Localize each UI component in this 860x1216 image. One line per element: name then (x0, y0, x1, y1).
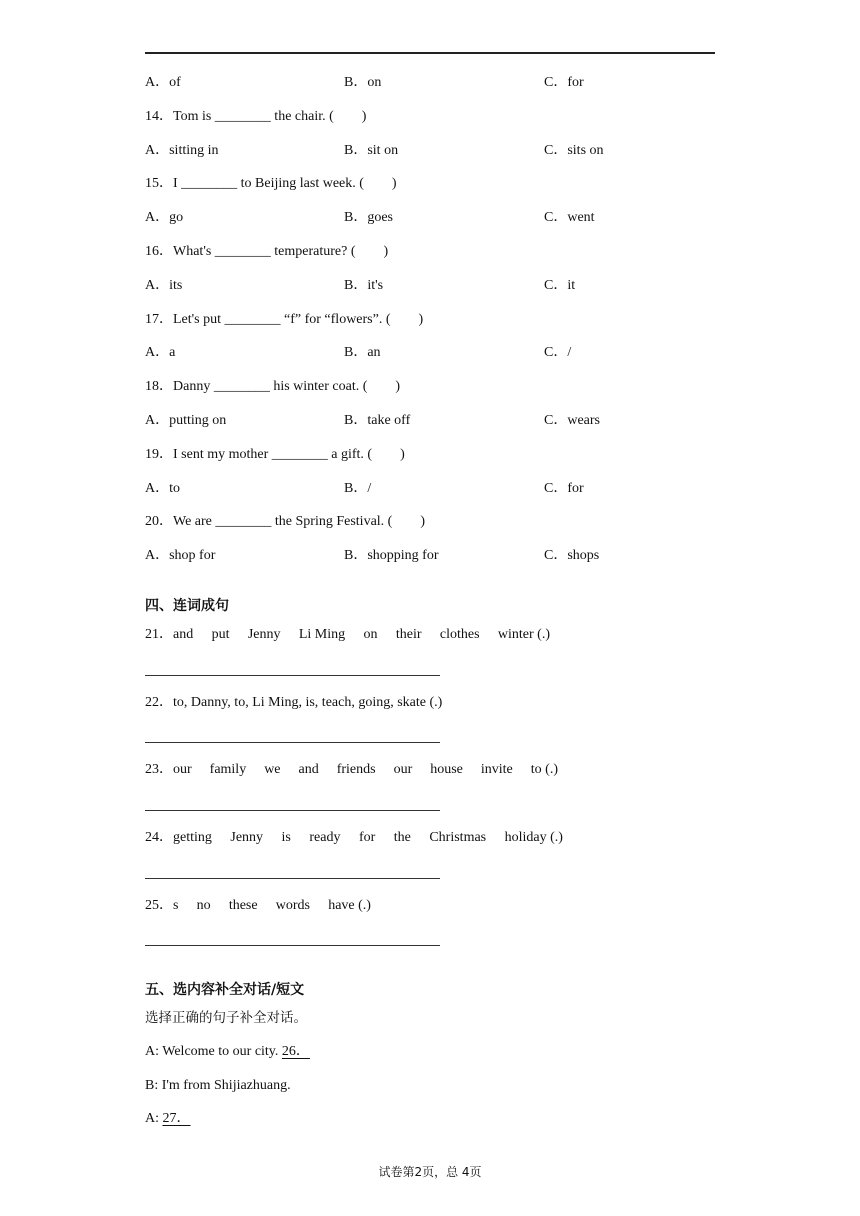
section4-title: 四、连词成句 (145, 598, 229, 614)
q25-word: these (228, 898, 258, 913)
q13-option-c[interactable]: C．for (544, 75, 584, 90)
q23-word: house (430, 762, 463, 777)
q15-option-a[interactable]: A．go (145, 210, 184, 225)
dialogue-line-1 (145, 1043, 310, 1061)
q18-stem: 18．Danny ________ his winter coat. ( ) (145, 379, 401, 394)
header-rule (145, 52, 715, 54)
q21-word: on (363, 627, 378, 642)
blank-26[interactable]: 26． (281, 1044, 310, 1059)
q25-word: 25．s (145, 898, 179, 913)
section5-instruction: 选择正确的句子补全对话。 (145, 1010, 307, 1026)
q21-word: winter (.) (497, 627, 550, 642)
q15-option-c[interactable]: C．went (544, 210, 595, 225)
q24-word: for (358, 830, 376, 845)
q22-words: 22．to, Danny, to, Li Ming, is, teach, going, skate (.) (145, 695, 443, 710)
dialogue-line-3-text: A: (145, 1111, 163, 1126)
q24-word: the (393, 830, 411, 845)
q20-stem: 20．We are ________ the Spring Festival. ( ) (145, 514, 425, 529)
q20-option-b[interactable]: B．shopping for (344, 548, 439, 563)
q15-option-b[interactable]: B．goes (344, 210, 393, 225)
q14-option-b[interactable]: B．sit on (344, 143, 399, 158)
section5-title: 五、选内容补全对话/短文 (145, 982, 305, 998)
q14-option-c[interactable]: C．sits on (544, 143, 604, 158)
q25-word: words (275, 898, 311, 913)
q16-option-a[interactable]: A．its (145, 278, 183, 293)
q24-word: Jenny (230, 830, 264, 845)
q24-word: 24．getting (145, 830, 212, 845)
page-footer: 试卷第2页，总 4页 (378, 1165, 482, 1179)
q25-word: have (.) (328, 898, 371, 913)
dialogue-line-2: B: I'm from Shijiazhuang. (145, 1078, 291, 1093)
q24-answer-line[interactable] (145, 878, 440, 879)
q23-word: invite (480, 762, 513, 777)
q21-word: Jenny (247, 627, 281, 642)
blank-27[interactable]: 27． (162, 1111, 191, 1126)
q23-word: 23．our (145, 762, 192, 777)
q19-option-c[interactable]: C．for (544, 481, 584, 496)
q25-answer-line[interactable] (145, 945, 440, 946)
q21-word: Li Ming (298, 627, 346, 642)
q25-words (145, 897, 371, 915)
q16-option-b[interactable]: B．it's (344, 278, 384, 293)
q23-words (145, 761, 558, 779)
q18-option-c[interactable]: C．wears (544, 413, 600, 428)
q13-option-b[interactable]: B．on (344, 75, 382, 90)
q24-word: holiday (.) (504, 830, 563, 845)
q21-words (145, 626, 550, 644)
q23-word: and (298, 762, 319, 777)
q22-answer-line[interactable] (145, 742, 440, 743)
q17-option-b[interactable]: B．an (344, 345, 381, 360)
q21-word: their (395, 627, 422, 642)
q16-option-c[interactable]: C．it (544, 278, 576, 293)
q19-option-b[interactable]: B．/ (344, 481, 372, 496)
q19-option-a[interactable]: A．to (145, 481, 180, 496)
dialogue-line-3 (145, 1110, 191, 1128)
q21-word: 21．and (145, 627, 194, 642)
q13-option-a[interactable]: A．of (145, 75, 181, 90)
q20-option-a[interactable]: A．shop for (145, 548, 216, 563)
q17-option-a[interactable]: A．a (145, 345, 176, 360)
q21-word: clothes (439, 627, 480, 642)
q18-option-a[interactable]: A．putting on (145, 413, 227, 428)
q24-words (145, 829, 563, 847)
q20-option-c[interactable]: C．shops (544, 548, 600, 563)
q23-word: friends (336, 762, 376, 777)
q24-word: Christmas (429, 830, 487, 845)
q14-option-a[interactable]: A．sitting in (145, 143, 219, 158)
q24-word: ready (309, 830, 341, 845)
q23-answer-line[interactable] (145, 810, 440, 811)
q14-stem: 14．Tom is ________ the chair. ( ) (145, 109, 367, 124)
dialogue-line-1-text: A: Welcome to our city. (145, 1044, 282, 1059)
q25-word: no (196, 898, 211, 913)
q21-answer-line[interactable] (145, 675, 440, 676)
q23-word: family (209, 762, 247, 777)
q17-option-c[interactable]: C．/ (544, 345, 572, 360)
q17-stem: 17．Let's put ________ “f” for “flowers”. ( ) (145, 312, 424, 327)
q18-option-b[interactable]: B．take off (344, 413, 411, 428)
q21-word: put (211, 627, 230, 642)
q23-word: to (.) (530, 762, 558, 777)
q23-word: we (264, 762, 281, 777)
q16-stem: 16．What's ________ temperature? ( ) (145, 244, 389, 259)
q24-word: is (281, 830, 291, 845)
q19-stem: 19．I sent my mother ________ a gift. ( ) (145, 447, 405, 462)
q23-word: our (393, 762, 413, 777)
q15-stem: 15．I ________ to Beijing last week. ( ) (145, 176, 397, 191)
